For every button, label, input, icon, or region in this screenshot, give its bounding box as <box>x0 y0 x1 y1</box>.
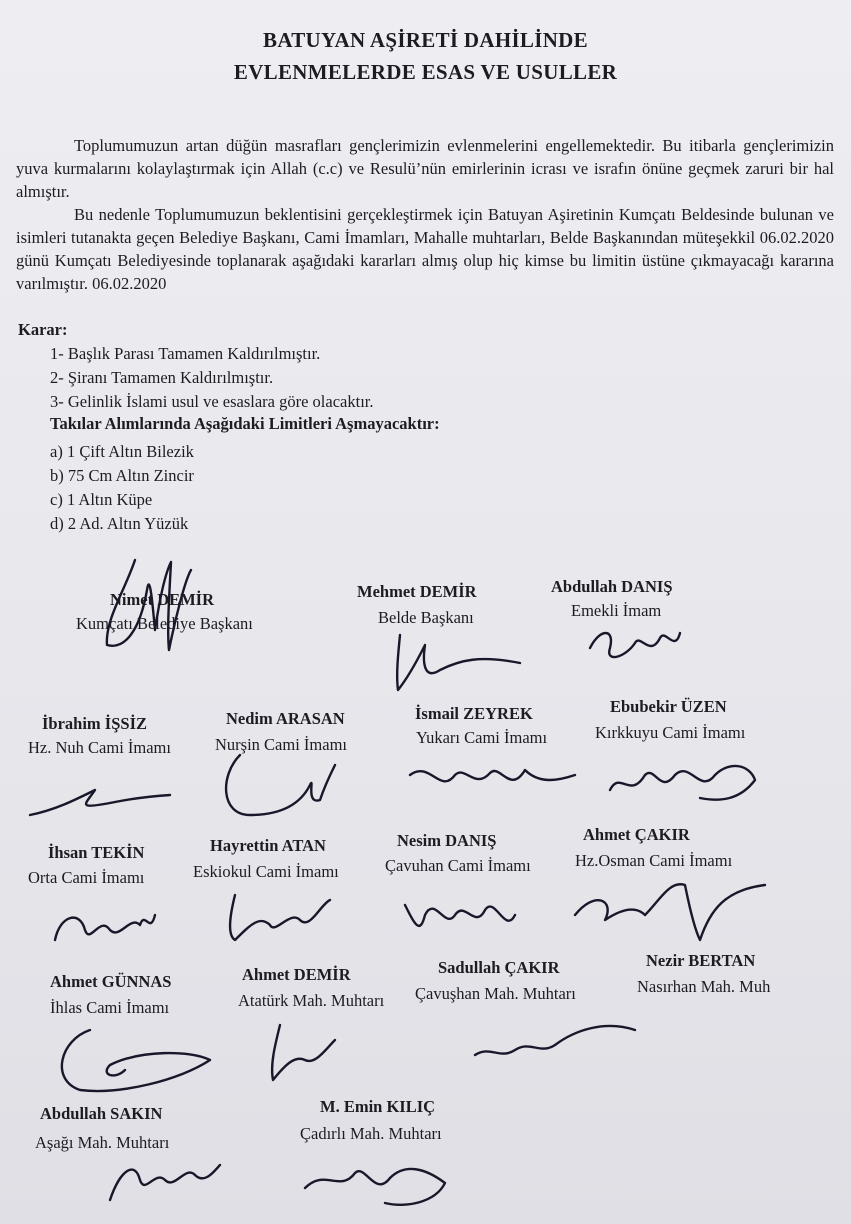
limit-item: d) 2 Ad. Altın Yüzük <box>50 514 189 533</box>
signatory-title: İhlas Cami İmamı <box>50 998 170 1017</box>
decision-item: 3- Gelinlik İslami usul ve esaslara göre olacaktır. <box>50 392 374 411</box>
signatory-title: Nurşin Cami İmamı <box>215 735 347 754</box>
signatory-title: Yukarı Cami İmamı <box>416 728 548 747</box>
limit-item: b) 75 Cm Altın Zincir <box>50 466 194 485</box>
signatory-name: Ahmet DEMİR <box>242 965 351 984</box>
signatory-title: Hz. Nuh Cami İmamı <box>28 738 171 757</box>
signature-scribble <box>95 550 205 660</box>
karar-label: Karar: <box>18 320 68 339</box>
signatory-title: Nasırhan Mah. Muh <box>637 977 771 996</box>
limit-item: c) 1 Altın Küpe <box>50 490 153 509</box>
signatory-name: Sadullah ÇAKIR <box>438 958 560 977</box>
signature-scribble <box>465 1010 645 1070</box>
signature-scribble <box>600 750 760 810</box>
signatory-title: Emekli İmam <box>571 601 662 620</box>
signatory-name: Ahmet GÜNNAS <box>50 972 172 991</box>
intro-paragraph: Toplumumuzun artan düğün masrafları gençlerimizin evlenmelerini engellemektedir. Bu itibarla gençlerimizin yuva kurmalarını kolaylaştırmak için Allah (c.c) ve Resulü’nün emirlerinin icrası ve israfın önüne geçmek zaruri bir hal almıştır. <box>16 136 834 201</box>
signature-scribble <box>380 625 530 695</box>
signatory-title: Çavuşhan Mah. Muhtarı <box>415 984 576 1003</box>
signatory-title: Orta Cami İmamı <box>28 868 145 887</box>
signatory-title: Çadırlı Mah. Muhtarı <box>300 1124 442 1143</box>
signature-scribble <box>565 870 775 950</box>
signature-scribble <box>395 885 525 945</box>
signature-scribble <box>400 755 580 805</box>
signatory-name: Nimet DEMİR <box>110 590 215 609</box>
signatory-name: İbrahim İŞSİZ <box>42 714 148 733</box>
signature-scribble <box>215 885 335 945</box>
signatory-name: Hayrettin ATAN <box>210 836 326 855</box>
signatory-title: Belde Başkanı <box>378 608 474 627</box>
limit-item: a) 1 Çift Altın Bilezik <box>50 442 194 461</box>
signatory-name: Nedim ARASAN <box>226 709 345 728</box>
signature-scribble <box>295 1148 455 1218</box>
signatory-name: M. Emin KILIÇ <box>320 1097 436 1116</box>
decision-item: 1- Başlık Parası Tamamen Kaldırılmıştır. <box>50 344 321 363</box>
signatory-name: Ahmet ÇAKIR <box>583 825 690 844</box>
signatory-name: Mehmet DEMİR <box>357 582 477 601</box>
signatory-title: Çavuhan Cami İmamı <box>385 856 531 875</box>
signature-scribble <box>40 895 160 955</box>
signature-scribble <box>580 618 690 668</box>
document-title-line-2: EVLENMELERDE ESAS VE USULLER <box>233 60 618 84</box>
signatory-title: Kırkkuyu Cami İmamı <box>595 723 746 742</box>
signatory-title: Aşağı Mah. Muhtarı <box>35 1133 170 1152</box>
signatory-title: Hz.Osman Cami İmamı <box>575 851 733 870</box>
meeting-paragraph: Bu nedenle Toplumumuzun beklentisini gerçekleştirmek için Batuyan Aşiretinin Kumçatı Beldesinde bulunan ve isimleri tutanakta geçen Belediye Başkanı, Cami İmamları, Mahalle muhtarları, Belde Başkanından müteşekkil 06.02.2020 günü Kumçatı Belediyesinde toplanarak aşağıdaki kararları almış olup hiç kimse bu limitin üstüne çıkmayacağı kararına varılmıştır. 06.02.2020 <box>16 205 834 293</box>
signature-scribble <box>40 1020 220 1100</box>
signatory-title: Atatürk Mah. Muhtarı <box>238 991 385 1010</box>
signatory-name: Nesim DANIŞ <box>397 831 497 850</box>
signatory-name: Nezir BERTAN <box>646 951 756 970</box>
limits-heading: Takılar Alımlarında Aşağıdaki Limitleri Aşmayacaktır: <box>50 414 440 433</box>
signatory-title: Eskiokul Cami İmamı <box>193 862 339 881</box>
signatory-name: İsmail ZEYREK <box>415 704 533 723</box>
signatory-name: İhsan TEKİN <box>48 843 145 862</box>
signatory-name: Abdullah SAKIN <box>40 1104 163 1123</box>
signatory-name: Abdullah DANIŞ <box>551 577 673 596</box>
decision-item: 2- Şiranı Tamamen Kaldırılmıştır. <box>50 368 274 387</box>
signature-scribble <box>25 780 175 825</box>
signatory-name: Ebubekir ÜZEN <box>610 697 727 716</box>
signature-scribble <box>210 745 340 825</box>
document-title-line-1: BATUYAN AŞİRETİ DAHİLİNDE <box>263 28 588 52</box>
signatory-title: Kumçatı Belediye Başkanı <box>76 614 253 633</box>
signature-scribble <box>95 1150 225 1210</box>
signature-scribble <box>255 1015 365 1085</box>
